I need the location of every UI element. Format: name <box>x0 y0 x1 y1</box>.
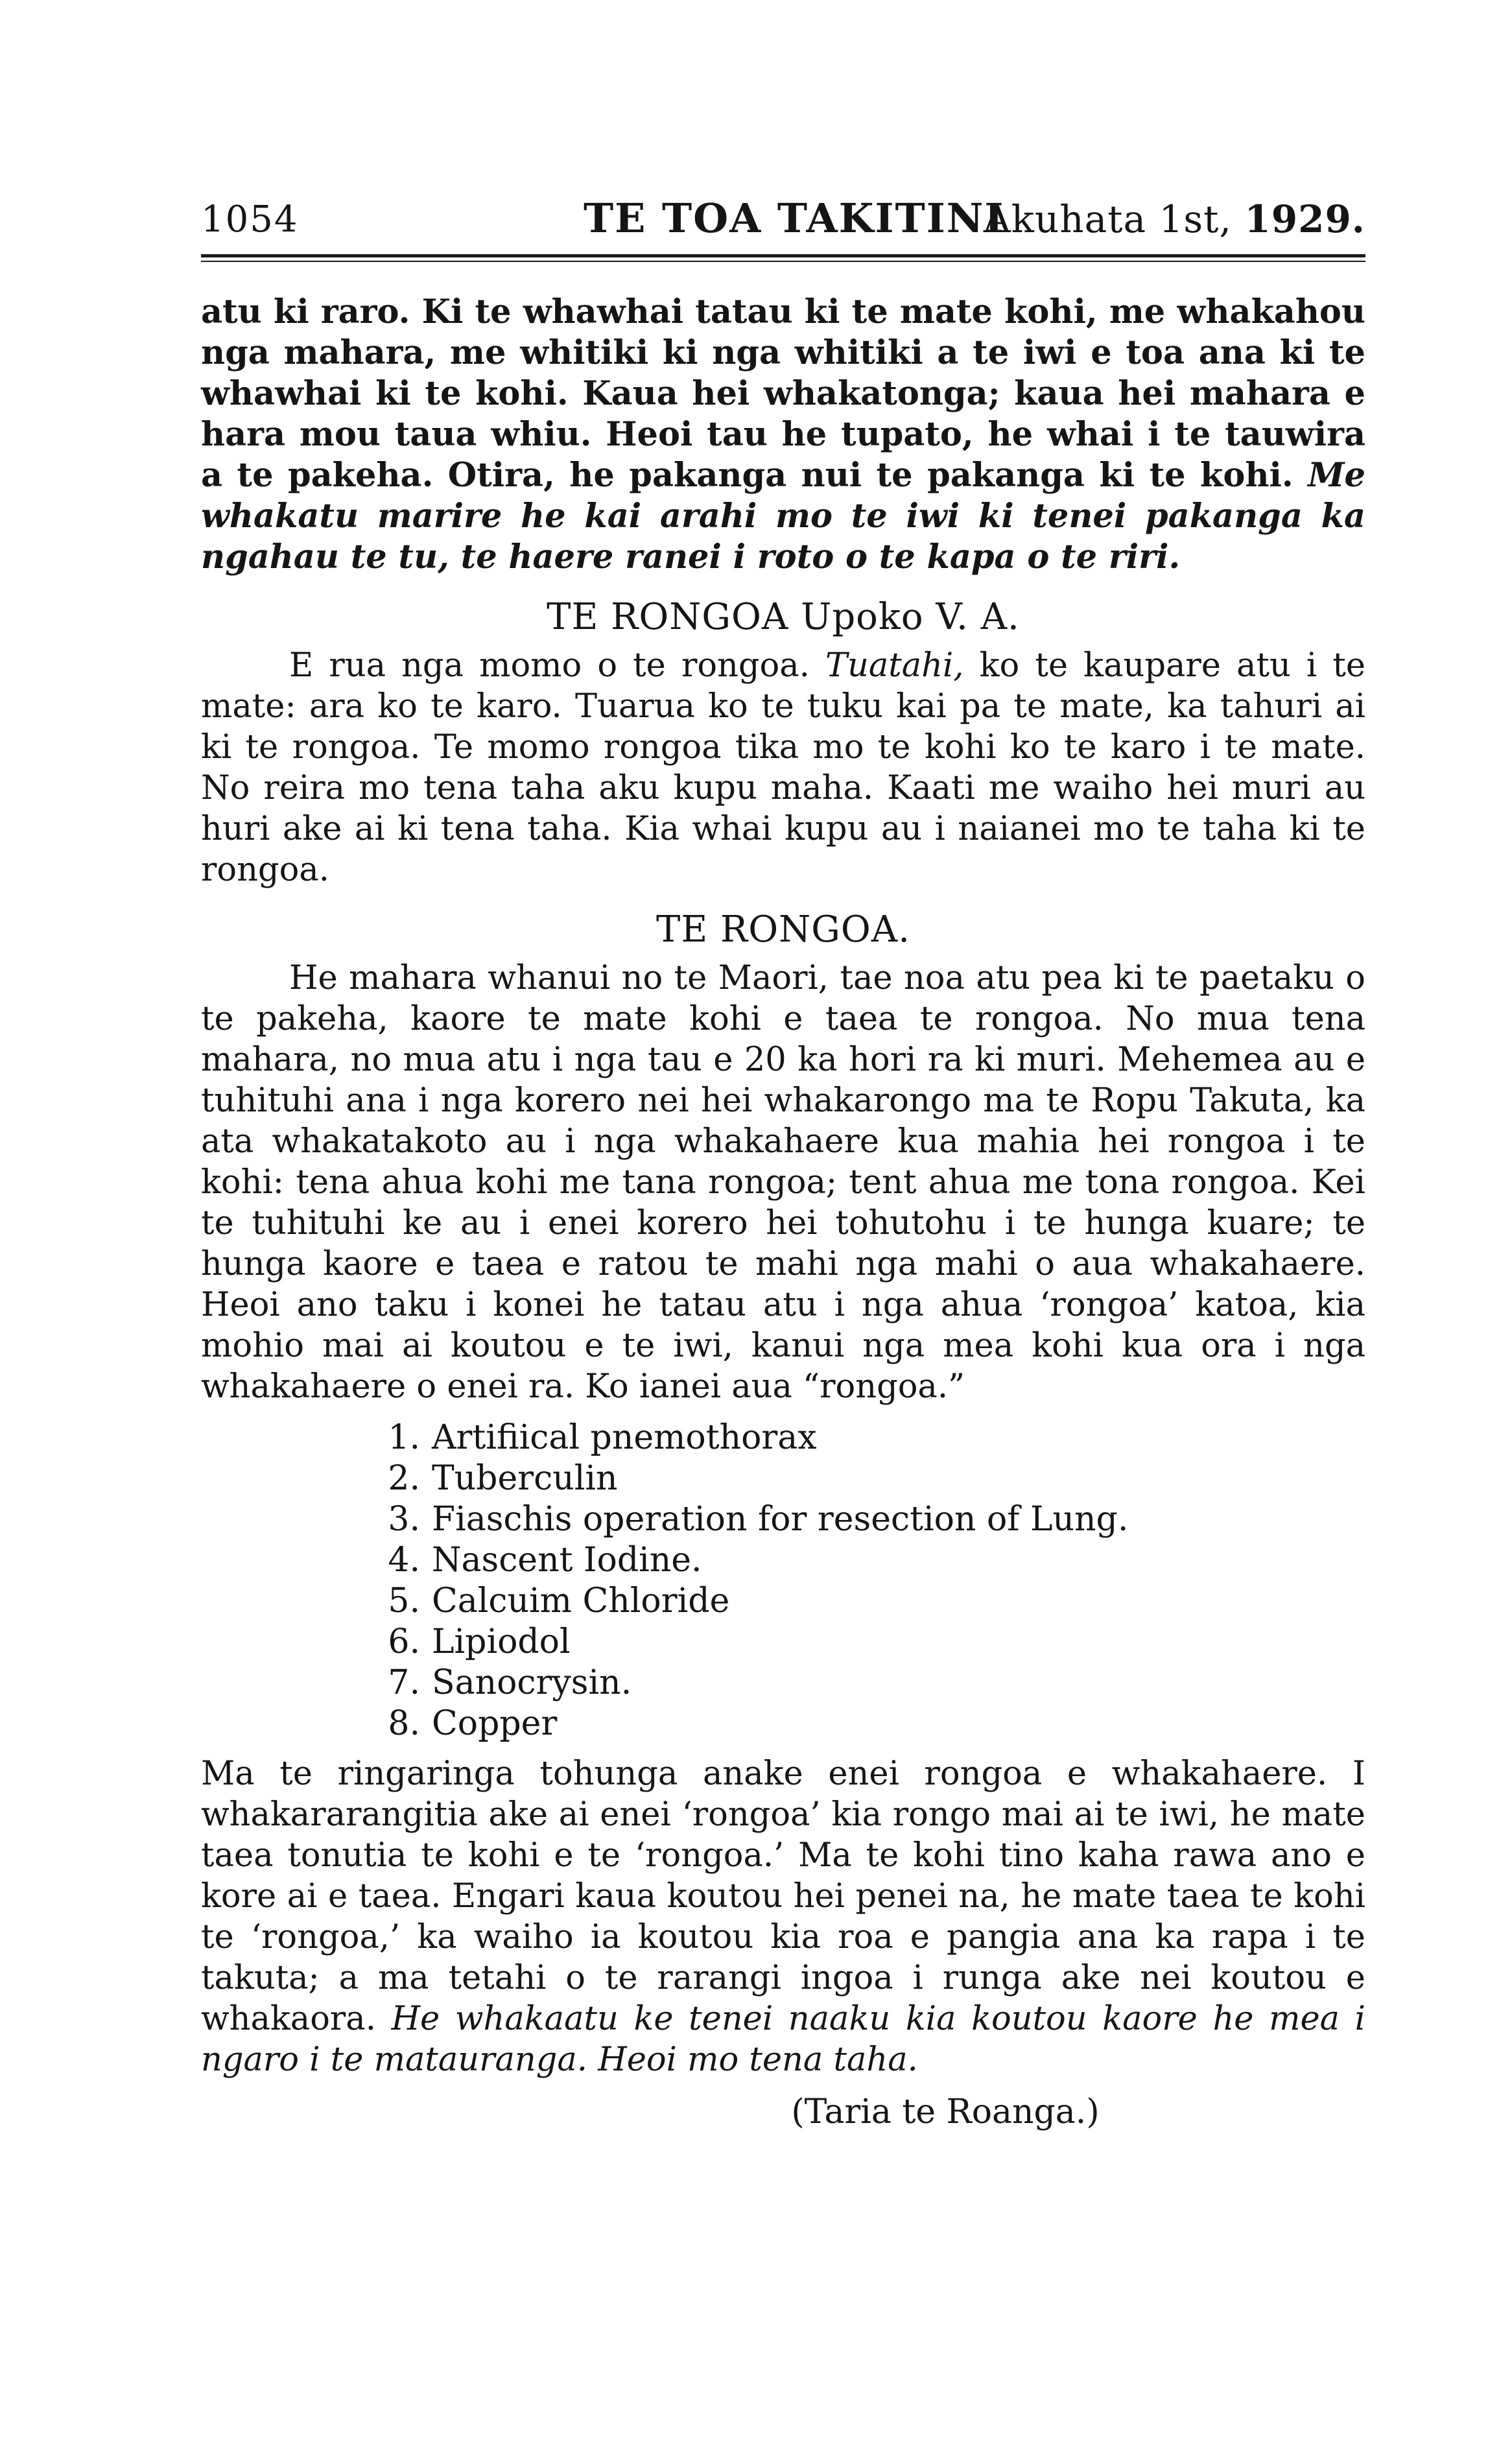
list-item <box>363 1581 1365 1622</box>
list-item <box>363 1499 1365 1540</box>
list-text: Calcuim Chloride <box>432 1582 730 1620</box>
paragraph-4-text: Ma te ringaringa tohunga anake enei rongoa e whakahaere. I whakararangitia ake ai enei ‘rongoa’ kia rongo mai ai te iwi, he mate taea tonutia te kohi e te ‘rongoa.’ Ma te kohi tino kaha rawa ano e kore ai e taea. Engari kaua koutou hei penei na, he mate taea te kohi te ‘rongoa,’ ka waiho ia koutou kia roa e pangia ana ka rapa i te takuta; a ma tetahi o te rarangi ingoa i runga ake nei koutou e whakaora. <box>201 1755 1365 2038</box>
header-rule <box>201 254 1365 257</box>
date-month: Akuhata 1st, <box>983 197 1232 241</box>
paragraph-4 <box>201 1753 1365 2080</box>
paragraph-1-text: atu ki raro. Ki te whawhai tatau ki te mate kohi, me whakahou nga mahara, me whitiki ki nga whitiki a te iwi e toa ana ki te whawhai ki te kohi. Kaua hei whakatonga; kaua hei mahara e hara mou taua whiu. Heoi tau he tupato, he whai i te tauwira a te pakeha. Otira, he pakanga nui te pakanga ki te kohi. <box>201 292 1365 495</box>
list-number: 8. <box>388 1704 420 1743</box>
list-item <box>363 1418 1365 1458</box>
list-item <box>363 1703 1365 1744</box>
journal-title: TE TOA TAKITINI <box>584 195 1005 242</box>
paragraph-2-lead: E rua nga momo o te rongoa. <box>289 647 810 685</box>
paragraph-3: He mahara whanui no te Maori, tae noa atu pea ki te paetaku o te pakeha, kaore te mate kohi e taea te rongoa. No mua tena mahara, no mua atu i nga tau e 20 ka hori ra ki muri. Mehemea au e tuhituhi ana i nga korero nei hei whakarongo ma te Ropu Takuta, ka ata whakatakoto au i nga whakahaere kua mahia hei rongoa i te kohi: tena ahua kohi me tana rongoa; tent ahua me tona rongoa. Kei te tuhituhi ke au i enei korero hei tohutohu i te hunga kuare; te hunga kaore e taea e ratou te mahi nga mahi o aua whakahaere. Heoi ano taku i konei he tatau atu i nga ahua ‘rongoa’ katoa, kia mohio mai ai koutou e te iwi, kanui nga mea kohi kua ora i nga whakahaere o enei ra. Ko ianei aua “rongoa.” <box>201 959 1365 1406</box>
section-heading-1: TE RONGOA Upoko V. A. <box>547 596 1020 638</box>
paragraph-4-italic: He whakaatu ke tenei naaku kia koutou kaore he mea i ngaro i te matauranga. Heoi mo tena taha. <box>201 2000 1365 2079</box>
list-number: 5. <box>388 1582 420 1620</box>
article-body <box>201 292 1365 2133</box>
page-number: 1054 <box>201 198 299 241</box>
continued-note: (Taria te Roanga.) <box>791 2093 1100 2131</box>
list-number: 4. <box>388 1541 420 1580</box>
section-heading-2: TE RONGOA. <box>656 908 910 951</box>
list-item <box>363 1622 1365 1663</box>
remedy-list <box>201 1418 1365 1744</box>
list-item <box>363 1663 1365 1703</box>
list-number: 6. <box>388 1622 420 1661</box>
list-number: 7. <box>388 1663 420 1702</box>
header-rule-thin <box>201 261 1365 262</box>
list-text: Copper <box>432 1704 558 1743</box>
paragraph-2-italic: Tuatahi, <box>825 647 964 685</box>
list-item <box>363 1458 1365 1499</box>
paragraph-2-rest: ko te kaupare atu i te mate: ara ko te karo. Tuarua ko te tuku kai pa te mate, ka tahuri ai ki te rongoa. Te momo rongoa tika mo te kohi ko te karo i te mate. No reira mo tena taha aku kupu maha. Kaati me waiho hei muri au huri ake ai ki tena taha. Kia whai kupu au i naianei mo te taha ki te rongoa. <box>201 647 1366 889</box>
list-text: Tuberculin <box>432 1459 618 1498</box>
list-text: Lipiodol <box>432 1622 571 1661</box>
paragraph-2 <box>201 645 1365 890</box>
list-text: Sanocrysin. <box>432 1663 632 1702</box>
list-item <box>363 1540 1365 1581</box>
list-number: 1. <box>388 1418 420 1457</box>
list-text: Nascent Iodine. <box>432 1541 702 1580</box>
issue-date <box>984 197 1365 241</box>
date-year: 1929. <box>1244 197 1365 241</box>
running-header <box>201 195 1365 244</box>
paragraph-1 <box>201 292 1365 578</box>
list-text: Fiaschis operation for resection of Lung. <box>432 1500 1129 1539</box>
list-number: 3. <box>388 1500 420 1539</box>
paragraph-1-italic: Me whakatu marire he kai arahi mo te iwi ki tenei pakanga ka ngahau te tu, te haere ranei i roto o te kapa o te riri. <box>201 456 1365 576</box>
list-text: Artifiical pnemothorax <box>432 1418 817 1457</box>
list-number: 2. <box>388 1459 420 1498</box>
